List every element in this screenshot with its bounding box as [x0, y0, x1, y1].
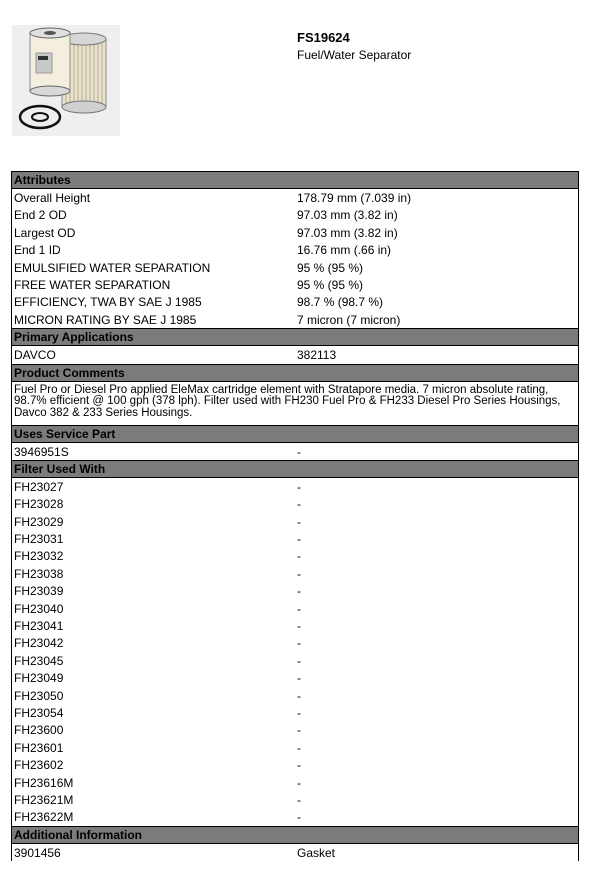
row-value: -	[297, 497, 301, 512]
row-value: 98.7 % (98.7 %)	[297, 295, 384, 310]
table-row	[12, 582, 578, 599]
table-row	[12, 617, 578, 634]
row-label: FH23050	[14, 688, 64, 703]
row-value: 95 % (95 %)	[297, 260, 364, 275]
row-label: DAVCO	[14, 348, 56, 363]
section-header-service: Uses Service Part	[11, 425, 579, 443]
table-row	[12, 756, 578, 773]
table-row	[12, 704, 578, 721]
row-value: 97.03 mm (3.82 in)	[297, 225, 398, 240]
table-row	[12, 565, 578, 582]
row-label: End 2 OD	[14, 208, 67, 223]
row-value: -	[297, 723, 301, 738]
row-value: -	[297, 619, 301, 634]
row-value: -	[297, 584, 301, 599]
row-value: -	[297, 479, 301, 494]
row-value: -	[297, 549, 301, 564]
row-label: FH23054	[14, 705, 64, 720]
row-label: FH23621M	[14, 792, 74, 807]
row-value: -	[297, 775, 301, 790]
row-label: FREE WATER SEPARATION	[14, 277, 171, 292]
table-row	[12, 206, 578, 223]
table-row	[12, 669, 578, 686]
table-row	[12, 513, 578, 530]
row-value: -	[297, 601, 301, 616]
section-header-comments: Product Comments	[11, 364, 579, 382]
row-label: FH23040	[14, 601, 64, 616]
row-label: FH23041	[14, 619, 64, 634]
row-value: -	[297, 740, 301, 755]
row-value: -	[297, 671, 301, 686]
row-label: 3901456	[14, 845, 61, 860]
row-value: -	[297, 653, 301, 668]
row-label: Largest OD	[14, 225, 76, 240]
table-row	[12, 311, 578, 328]
section-header-additional: Additional Information	[11, 826, 579, 844]
row-label: FH23038	[14, 566, 64, 581]
row-value: 97.03 mm (3.82 in)	[297, 208, 398, 223]
row-value: -	[297, 758, 301, 773]
table-row	[12, 739, 578, 756]
section-body-additional	[11, 844, 579, 861]
row-value: -	[297, 705, 301, 720]
table-row	[12, 478, 578, 495]
row-label: FH23027	[14, 479, 64, 494]
table-row	[12, 495, 578, 512]
row-label: FH23032	[14, 549, 64, 564]
row-label: FH23622M	[14, 810, 74, 825]
section-body-comments	[11, 382, 579, 425]
table-row	[12, 652, 578, 669]
row-value: 382113	[297, 348, 337, 363]
product-comments-text: Fuel Pro or Diesel Pro applied EleMax cartridge element with Stratapore media. 7 micron absolute rating, 98.7% efficient @ 100 gph (378 lph). Filter used with FH230 Fuel Pro & FH233 Diesel Pro Series Housings, Davco 382 & 233 Series Housings.	[14, 383, 561, 419]
row-value: -	[297, 636, 301, 651]
row-label: End 1 ID	[14, 243, 61, 258]
table-row	[12, 276, 578, 293]
row-value: Gasket	[297, 845, 336, 860]
section-header-primary: Primary Applications	[11, 328, 579, 346]
part-description: Fuel/Water Separator	[297, 48, 412, 62]
table-row	[12, 687, 578, 704]
row-label: FH23601	[14, 740, 64, 755]
row-label: FH23039	[14, 584, 64, 599]
table-row	[12, 791, 578, 808]
table-row	[12, 547, 578, 564]
row-label: FH23042	[14, 636, 64, 651]
table-row	[12, 259, 578, 276]
row-label: FH23031	[14, 532, 64, 547]
section-body-service	[11, 443, 579, 460]
row-label: 3946951S	[14, 444, 69, 459]
row-label: FH23602	[14, 758, 64, 773]
row-label: FH23616M	[14, 775, 74, 790]
table-row	[12, 600, 578, 617]
row-value: -	[297, 566, 301, 581]
row-value: 16.76 mm (.66 in)	[297, 243, 392, 258]
row-label: MICRON RATING BY SAE J 1985	[14, 312, 197, 327]
row-label: Overall Height	[14, 191, 91, 205]
table-row	[12, 721, 578, 738]
product-photo	[12, 25, 120, 136]
row-value: -	[297, 532, 301, 547]
row-value: -	[297, 810, 301, 825]
row-value: -	[297, 792, 301, 807]
table-row	[12, 241, 578, 258]
section-body-usedwith	[11, 478, 579, 826]
section-body-attributes	[11, 189, 579, 328]
row-value: -	[297, 514, 301, 529]
table-row	[12, 530, 578, 547]
table-row	[12, 808, 578, 825]
table-row	[12, 189, 578, 206]
section-body-primary	[11, 346, 579, 363]
row-label: FH23028	[14, 497, 64, 512]
row-value: 178.79 mm (7.039 in)	[297, 191, 412, 205]
row-label: FH23045	[14, 653, 64, 668]
row-label: FH23049	[14, 671, 64, 686]
row-label: EMULSIFIED WATER SEPARATION	[14, 260, 211, 275]
part-number: FS19624	[297, 30, 350, 45]
row-value: -	[297, 444, 301, 459]
row-value: 95 % (95 %)	[297, 277, 364, 292]
section-header-usedwith: Filter Used With	[11, 460, 579, 478]
spec-sheet	[11, 171, 579, 861]
table-row	[12, 293, 578, 310]
section-header-attributes: Attributes	[11, 171, 579, 189]
table-row	[12, 634, 578, 651]
table-row	[12, 346, 578, 363]
table-row	[12, 844, 578, 861]
fuel-filter-product-photo-icon	[12, 25, 120, 136]
table-row	[12, 774, 578, 791]
table-row	[12, 443, 578, 460]
row-label: FH23029	[14, 514, 64, 529]
table-row	[12, 224, 578, 241]
row-label: FH23600	[14, 723, 64, 738]
row-value: -	[297, 688, 301, 703]
row-value: 7 micron (7 micron)	[297, 312, 401, 327]
row-label: EFFICIENCY, TWA BY SAE J 1985	[14, 295, 202, 310]
